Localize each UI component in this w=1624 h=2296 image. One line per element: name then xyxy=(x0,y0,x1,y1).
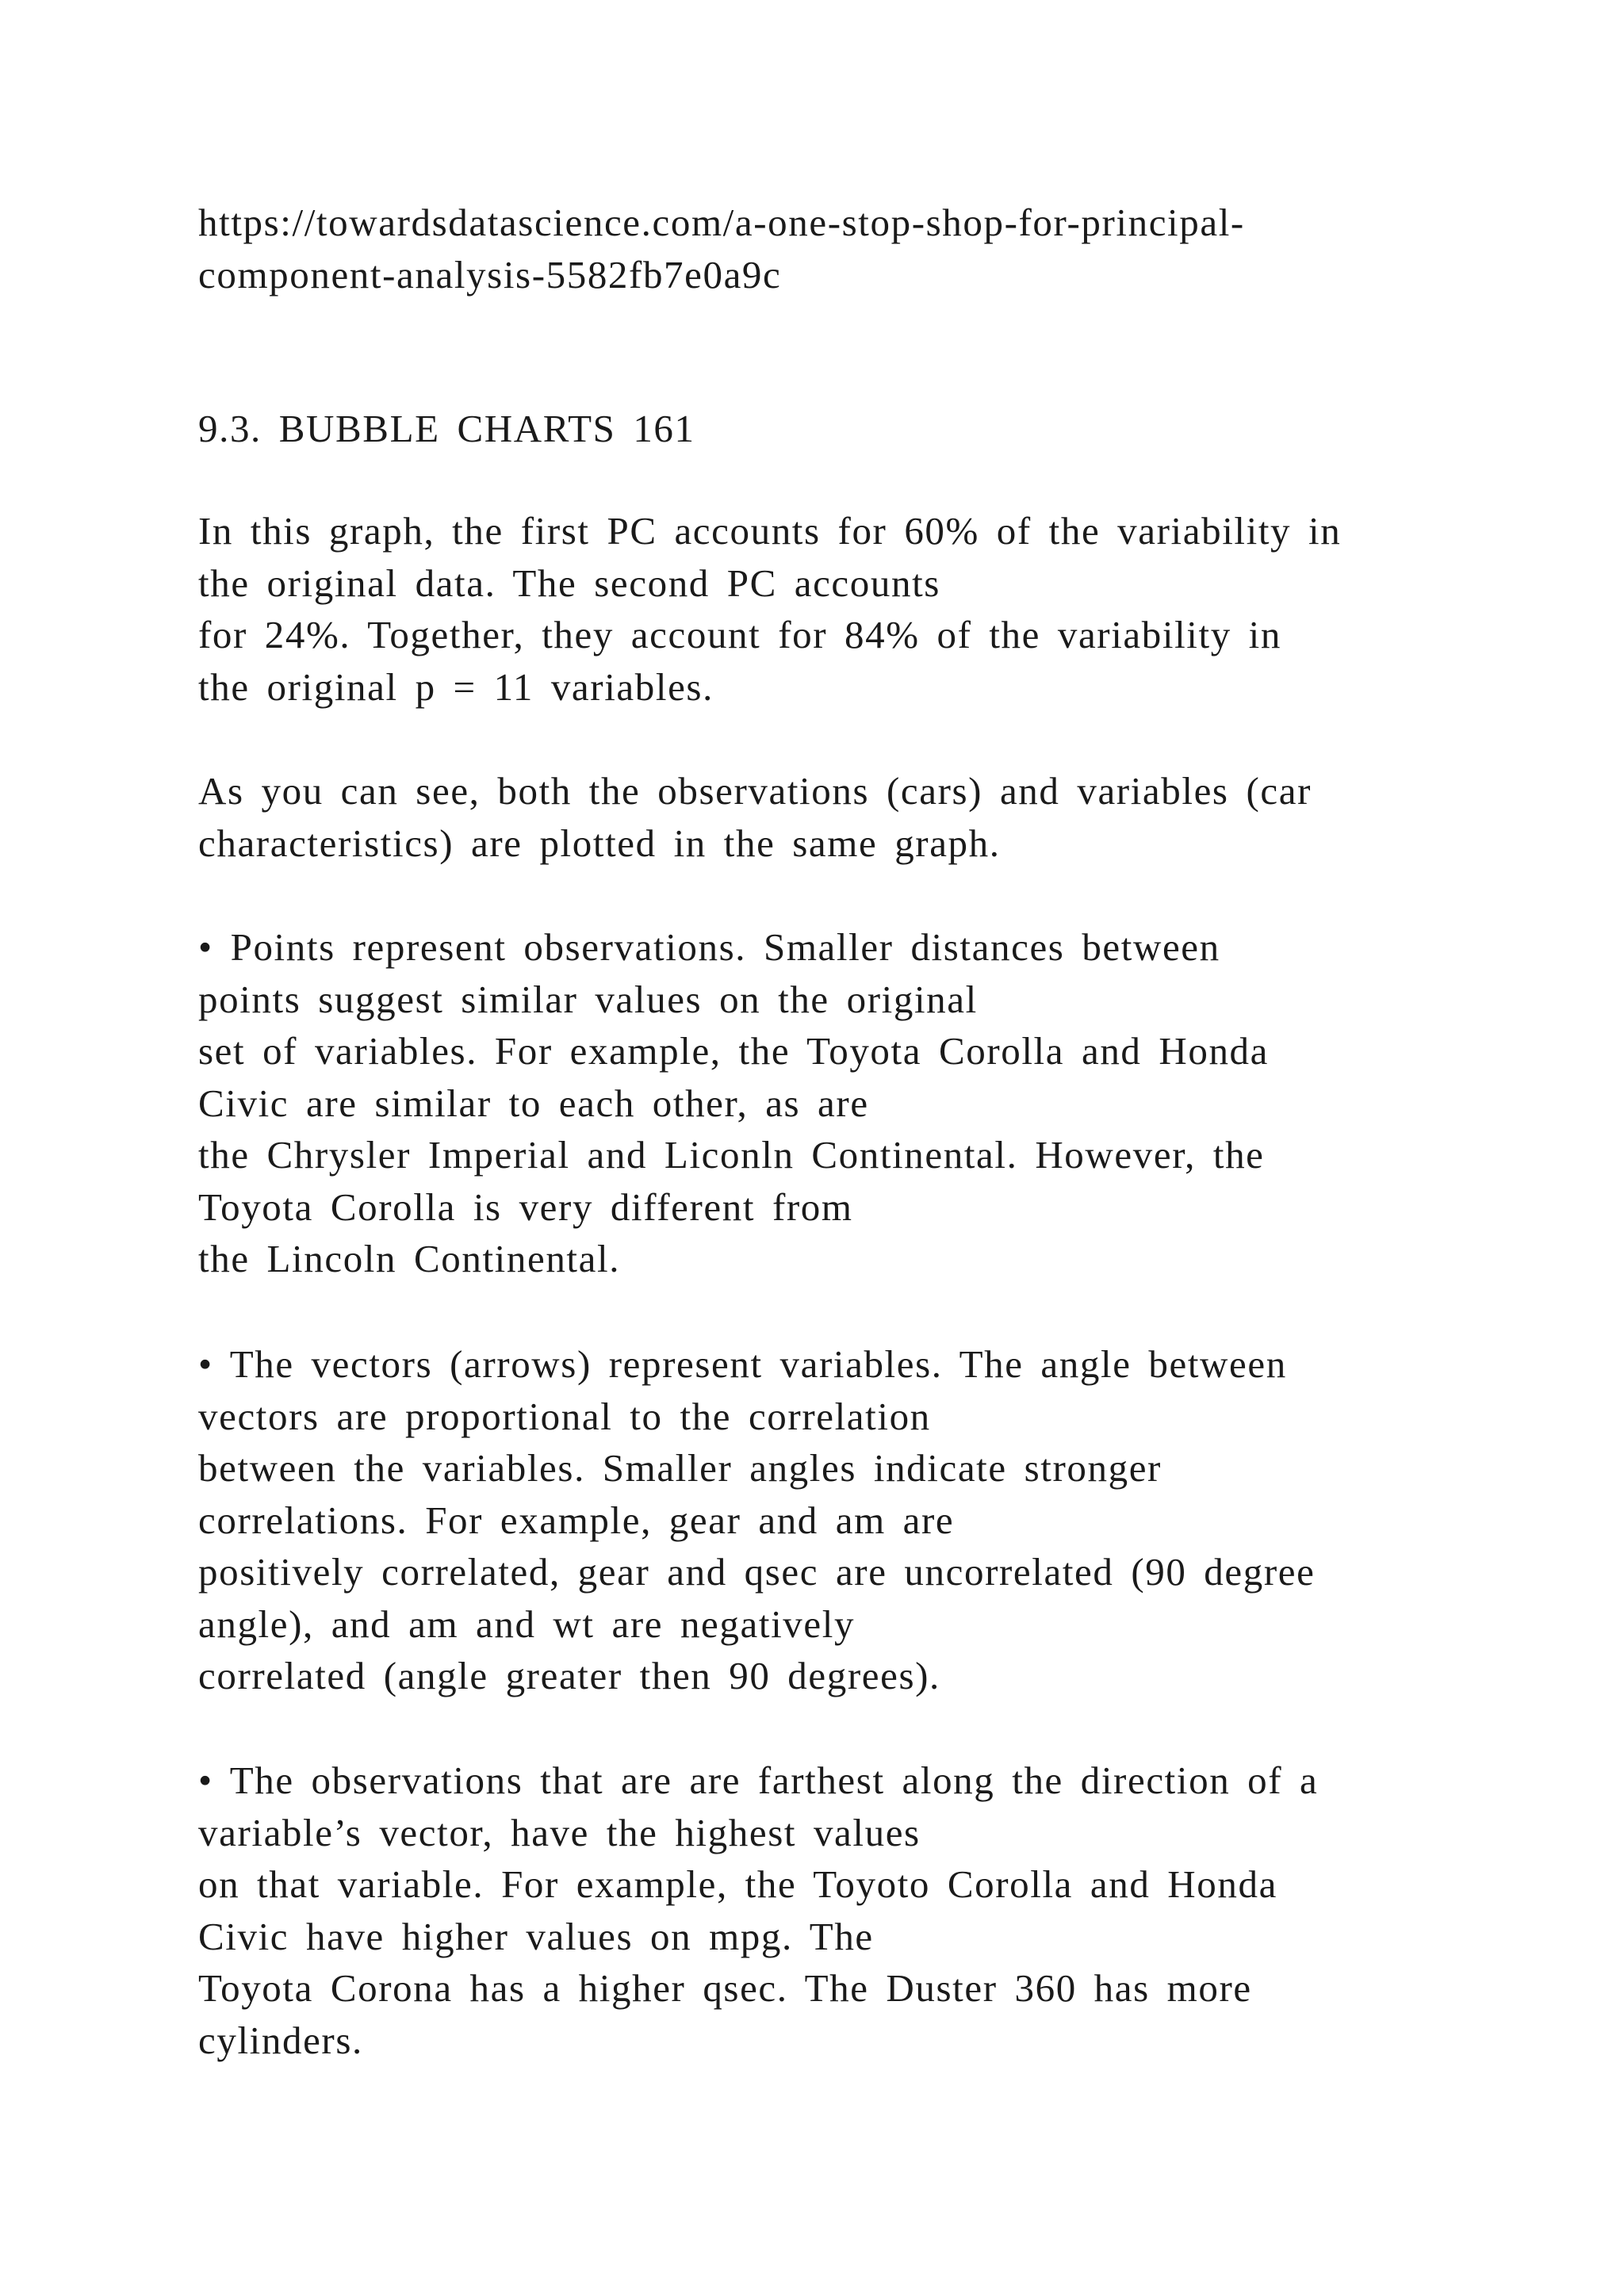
paragraph-line: positively correlated, gear and qsec are uncorrelated (90 degree xyxy=(198,1550,1316,1594)
paragraph-line: • The observations that are are farthest along the direction of a xyxy=(198,1758,1319,1802)
paragraph-line: set of variables. For example, the Toyota Corolla and Honda xyxy=(198,1029,1270,1073)
paragraph-line: correlated (angle greater then 90 degrees). xyxy=(198,1654,940,1697)
paragraph-line: In this graph, the first PC accounts for 60% of the variability in xyxy=(198,509,1342,553)
paragraph-line: • The vectors (arrows) represent variables. The angle between xyxy=(198,1342,1287,1386)
paragraph-line: the original data. The second PC accounts xyxy=(198,561,940,605)
section-heading-text: 9.3. BUBBLE CHARTS 161 xyxy=(198,407,695,450)
paragraph-line: variable’s vector, have the highest values xyxy=(198,1810,921,1854)
section-heading xyxy=(198,403,1467,455)
source-url[interactable] xyxy=(198,197,1467,300)
paragraph-line: for 24%. Together, they account for 84% of the variability in xyxy=(198,613,1281,656)
paragraph-line: Toyota Corona has a higher qsec. The Duster 360 has more xyxy=(198,1966,1252,2010)
paragraph-line: the Lincoln Continental. xyxy=(198,1237,621,1280)
paragraph-line: Civic have higher values on mpg. The xyxy=(198,1914,874,1958)
paragraph-line: between the variables. Smaller angles indicate stronger xyxy=(198,1446,1162,1490)
paragraph-variability xyxy=(198,505,1467,713)
paragraph-line: cylinders. xyxy=(198,2018,363,2062)
paragraph-line: angle), and am and wt are negatively xyxy=(198,1601,856,1646)
paragraph-line: correlations. For example, gear and am are xyxy=(198,1498,955,1542)
paragraph-line: Toyota Corolla is very different from xyxy=(198,1184,853,1229)
url-line[interactable]: component-analysis-5582fb7e0a9c xyxy=(198,252,782,297)
paragraph-line: on that variable. For example, the Toyoto Corolla and Honda xyxy=(198,1862,1277,1906)
paragraph-observations-variables xyxy=(198,765,1467,869)
paragraph-line: vectors are proportional to the correlation xyxy=(198,1394,931,1438)
paragraph-line: Civic are similar to each other, as are xyxy=(198,1081,869,1125)
paragraph-line: As you can see, both the observations (cars) and variables (car xyxy=(198,769,1312,813)
bullet-points-observations xyxy=(198,921,1467,1285)
bullet-vectors-variables xyxy=(198,1338,1467,1702)
bullet-farthest-observations xyxy=(198,1755,1467,2066)
paragraph-line: points suggest similar values on the original xyxy=(198,977,978,1021)
paragraph-line: characteristics) are plotted in the same graph. xyxy=(198,821,1001,865)
paragraph-line: the original p = 11 variables. xyxy=(198,664,714,709)
paragraph-line: • Points represent observations. Smaller distances between xyxy=(198,925,1220,969)
url-line[interactable]: https://towardsdatascience.com/a-one-stop-shop-for-principal- xyxy=(198,201,1245,244)
paragraph-line: the Chrysler Imperial and Liconln Continental. However, the xyxy=(198,1133,1265,1177)
